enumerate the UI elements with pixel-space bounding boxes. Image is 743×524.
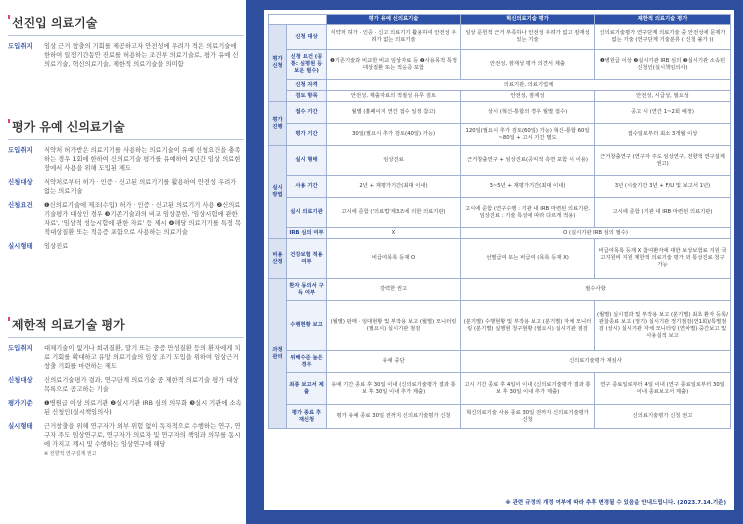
table-row: 평가 진행 접수 기간 월별 (홈페이지 연간 접수 일정 참고) 상시 (혁신-통합의 경우 월별 접수) 공고 시 (연간 1~2회 예정) <box>269 102 731 124</box>
comparison-table <box>268 14 731 429</box>
row-label: 평가 종료 후 재신청 <box>287 405 327 429</box>
table-row: 신청 자격 의료기관, 의료기업체 <box>269 80 731 91</box>
section-title: 제한적 의료기술 평가 <box>8 316 244 333</box>
row-label: 위해수준 높은 경우 <box>287 351 327 373</box>
row-label: 접수 기간 <box>287 102 327 124</box>
row-label: 신청 요건 (공통: 심평원 등보운 필수) <box>287 50 327 80</box>
table-row: 평가 기간 30일(필요시 추가 검토(40일) 가능) 120일(필요시 추가 검토(60일) 가능) 혁신-통합 60일~80일 + 고시 기간 별도 접수일로부터 최소 3개월 이상 <box>269 124 731 146</box>
info-row: 도입취지 식약처 허가받은 의료기기를 사용하는 의료기술이 유예 신청요건을 충족하는 경우 1회에 한하여 신의료기술 평가를 유예하여 2년간 임상 의료현장에서 사용을 위해 도입된 제도 <box>8 146 241 172</box>
row-label: 건강보험 적용 여부 <box>287 239 327 279</box>
section-title: 선진입 의료기술 <box>8 14 244 31</box>
comparison-panel <box>264 10 734 510</box>
table-row: 위해수준 높은 경우 유예 중단 신의료기술평가 재심사 <box>269 351 731 373</box>
info-row: 실시형태 근거창출을 위해 연구자가 외부 위험 없이 독자적으로 수행하는 연구, 연구자 주도 임상연구로, 연구자가 의료자 및 연구자의 책임과 의무를 동시에 가지고 계시 및 수행하는 임상연구에 해당 ※ 전향적 연구설계 권고 <box>8 422 244 459</box>
info-row: 도입취지 임상 근거 창출의 기회를 제공하고자 안전성에 우려가 적은 의료기술에 한하여 일정기간동안 진료를 허용하는 조건부 의료기술로, 평가 유예 신의료기술, 혁신의료기술, 제한적 의료기술을 의미함 <box>8 42 239 68</box>
group-label: 과정 관리 <box>269 279 287 429</box>
row-label: 사용 기간 <box>287 176 327 198</box>
table-row: 실시 의료기관 고시에 준함 ('의료법'제3조에 의한 의료기관) 고시에 준함 (연구수행 : 기관 내 IRB 마련된 의료기관, 임상진료 : 기술 특성에 따라 다르게 적용) 고시에 준함 (기관 내 IRB 마련된 의료기관) <box>269 198 731 228</box>
table-row: 과정 관리 환자 동의서 구득 여부 강력한 권고 필수사항 <box>269 279 731 301</box>
table-row: 최종 보고서 제출 유예 기간 종료 후 30일 이내 (신의료기술평가 결과 통보 후 30일 이내 추가 제출) 고시 기간 종료 후 4일이 이내 (신의료기술평가 결과 통보 후 30일 이내 추가 제출) 연구 종료일로부터 4일 이내 (연구 종료일로부터 30일 이내 종료보고서 제출) <box>269 373 731 405</box>
row-label: 신청 자격 <box>287 80 327 91</box>
group-label: 평가 진행 <box>269 102 287 146</box>
row-label: 실시 형태 <box>287 146 327 176</box>
info-row: 실시형태 임상진료 <box>8 242 69 250</box>
group-label: 평가 신청 <box>269 25 287 102</box>
table-row: 실시 방법 실시 형태 임상진료 근거창출연구 + 임상진료(공익적 측면 포함 시 이용) 근거창출연구 (연구자 주도 임상연구, 전향적 연구설계 권고) <box>269 146 731 176</box>
table-row: IRB 심의 여부 X O (실시기관 IRB 심의 필수) <box>269 228 731 239</box>
divider <box>8 337 244 338</box>
section-preentry <box>8 14 244 74</box>
info-row: 평가기준 ❶병원급 이상 의료기관 ❷실시기관 IRB 심의 의무화 ❸실시 기관에 소속된 신청인(실시책임의사) <box>8 399 242 416</box>
section-title: 평가 유예 신의료기술 <box>8 118 244 135</box>
info-row: 도입취지 대체기술이 없거나 희귀질환, 말기 또는 중증 만성질환 등의 환자에게 치료 기회를 확대하고 유망 의료기술의 임상 조기 도입을 위하여 임상근거 창출 기회를 마련하는 제도 <box>8 344 241 370</box>
table-header-row <box>269 15 731 25</box>
table-row: 평가 종료 후 재신청 평가 유예 종료 30일 전까지 신의료기술평가 신청 혁신의료기술 사용 종료 30일 전까지 신의료기술평가 신청 신의료기술평가 신청 권고 <box>269 405 731 429</box>
left-column <box>0 0 252 524</box>
row-label: 검토 항목 <box>287 91 327 102</box>
right-page <box>254 0 743 524</box>
table-row: 평가 신청 신청 대상 식약처 허가 · 인증 · 신고 의료기기 활용하여 안전성 우려가 없는 의료기술 임상 문헌적 근거 부족하나 안전성 우려가 없고 잠재성 있는 기술 신의료기술평가 연구단계 의료기술 중 안전성에 문제가 없는 기술 (연구단계 기술분류 ( 신청 불가 )) <box>269 25 731 50</box>
row-label: 실시 의료기관 <box>287 198 327 228</box>
note: ※ 전향적 연구설계 권고 <box>44 451 97 457</box>
section-limited <box>8 316 244 464</box>
header-cell: 혁신의료기술 평가 <box>461 15 595 25</box>
header-cell: 평가 유예 신의료기술 <box>327 15 461 25</box>
group-label: 실시 방법 <box>269 146 287 239</box>
row-label: 평가 기간 <box>287 124 327 146</box>
footnote: ※ 관련 규정의 개정 여부에 따라 추후 변경될 수 있음을 안내드립니다. (2023.7.14.기준) <box>505 500 726 506</box>
table-row: 수행현황 보고 (월별) 판매 · 임대현황 및 부작용 보고 (월별) 모니터링 (필요시) 실시기관 점검 (분기별) 수행현황 및 부작용 보고 (분기별) 자체 모니터링 (분기별) 실행현 청구현황 (필요시) 실시기관 점검 (월별) 실시결과 및 부작용 보고 (분기별) 최초 환자 등록/관찰종료 보고 (정기) 실시기관 정기점검(연1회)/특별점검 (상시) 실시기관 자체 모니터링 (연차별) 중간보고 및 사용실적 보고 <box>269 301 731 351</box>
info-row: 신청대상 신의료기술평가 결과, 연구단계 의료기술 중 제한적 의료기술 평가 대상 목록으로 공고하는 기술 <box>8 376 239 393</box>
group-label: 비용 산정 <box>269 239 287 279</box>
info-row: 신청요건 ❶신의료기술에 제조(수입) 허가 · 인증 · 신고된 의료기기 사용 ❷신의료기술평가 대상인 경우 ❸기존기술과의 비교 임상문헌, '임상시험에 관한 자료', '임상적 성능시험에 관한 자료' 등 제시 ❹해당 의료기기를 특정 목적대상질환 또는 적응증 포함으로 사용하는 의료기술 <box>8 201 242 236</box>
divider <box>8 35 244 36</box>
row-label: 환자 동의서 구득 여부 <box>287 279 327 301</box>
row-label: 신청 대상 <box>287 25 327 50</box>
table-row: 검토 항목 안전성, 제출자료의 적절성 유무 검토 안전성, 잠재성 안전성, 시급성, 필요성 <box>269 91 731 102</box>
spine-stripe <box>246 0 254 524</box>
header-cell: 제한적 의료기술 평가 <box>595 15 731 25</box>
row-label: IRB 심의 여부 <box>287 228 327 239</box>
divider <box>8 139 244 140</box>
section-deferred <box>8 118 244 256</box>
row-label: 수행현황 보고 <box>287 301 327 351</box>
row-label: 최종 보고서 제출 <box>287 373 327 405</box>
table-row: 사용 기간 2년 + 재평가기간(최대 이내) 3~5년 + 재평가기간(최대 이내) 3년 (시술기간 3년 + F/U 및 보고서 1년) <box>269 176 731 198</box>
info-row: 신청대상 식약처로부터 허가 · 인증 · 신고된 의료기기를 활용하여 안전성 우려가 없는 의료기술 <box>8 178 237 195</box>
table-row: 신청 요건 (공통: 심평원 등보운 필수) ❶기존기술과 비교한 비교 임상자료 등 ❷사용목적 특정대상질환 또는 적응증 포함 안전성, 잠재성 평가 의견서 제출 ❶병원급 이상 ❷실시기관 IRB 심의 ❸실시기관 소속된 신청인(실시책임의사) <box>269 50 731 80</box>
table-row: 비용 산정 건강보험 적용 여부 비급여목록 등재 O 선별급여 또는 비급여 (목록 등재 X) 비급여목록 등재 X 참여환자에 대한 보상보험료 지원 국고지원비 지원 제한적 의료기술 평가 외 통상진료 청구 가능 <box>269 239 731 279</box>
